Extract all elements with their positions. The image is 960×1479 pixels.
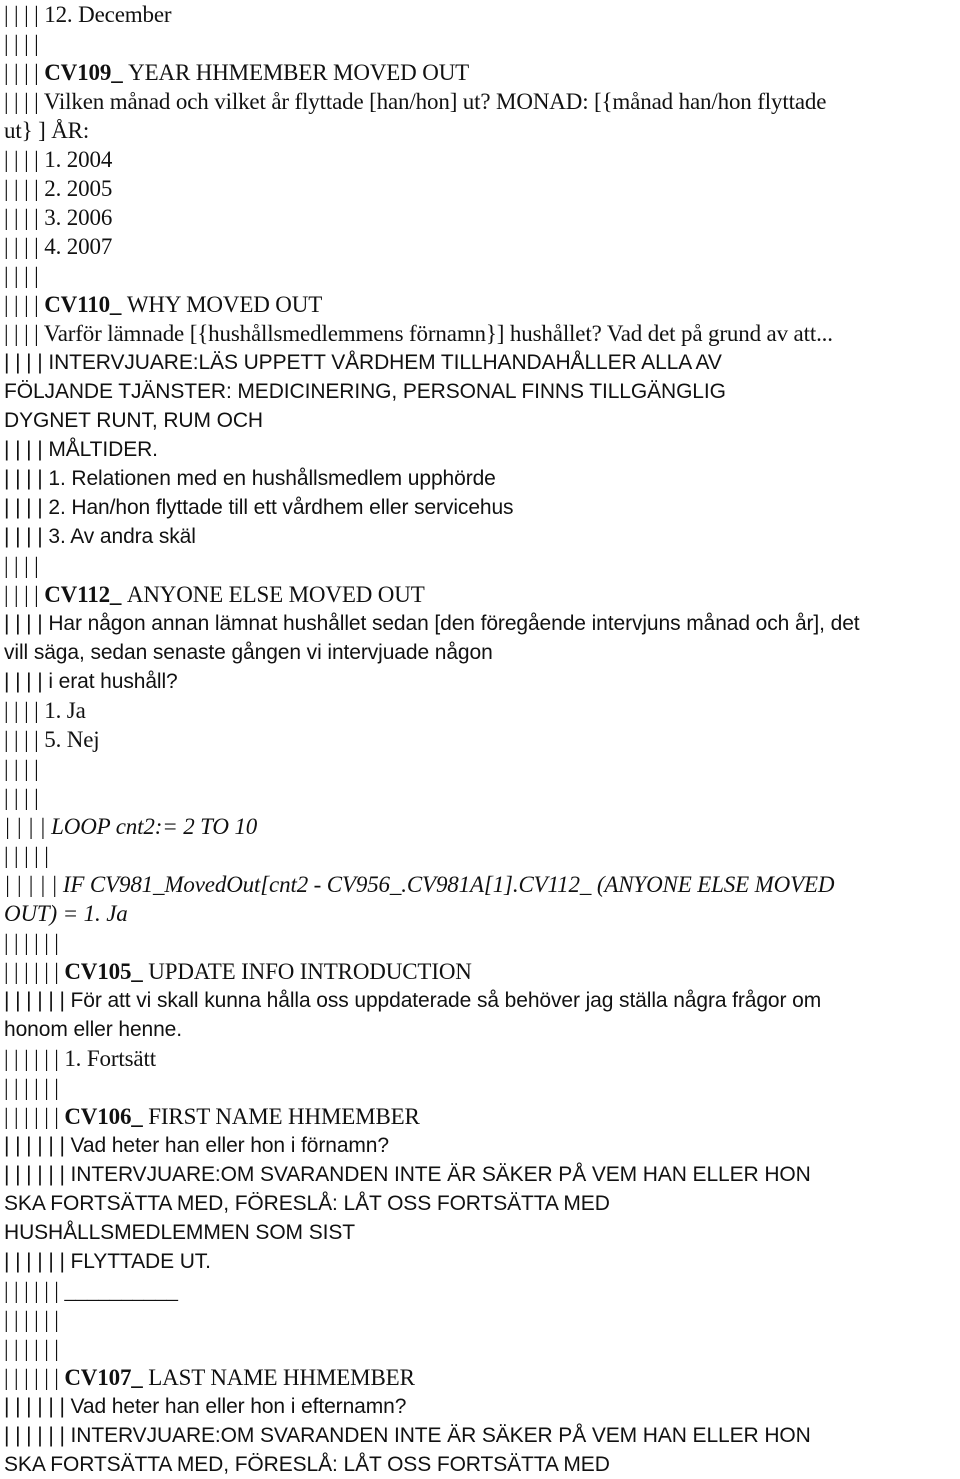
document-line: [4, 783, 956, 812]
line-text: __________: [64, 1278, 178, 1303]
indent-bars: | | | | | |: [4, 1336, 59, 1361]
line-text: 4. 2007: [44, 234, 113, 259]
line-text: Vilken månad och vilket år flyttade [han/hon] ut? MONAD: [{månad han/hon flyttade: [43, 89, 827, 114]
document-line: [4, 1450, 956, 1479]
question-code: CV112_: [44, 582, 127, 607]
document-line: [4, 290, 956, 319]
indent-bars: | | | |: [4, 351, 49, 374]
document-line: [4, 435, 956, 464]
document-line: [4, 1015, 956, 1044]
indent-bars: | | | | | |: [4, 1104, 65, 1129]
document-line: [4, 377, 956, 406]
line-text: Vad heter han eller hon i efternamn?: [70, 1395, 407, 1418]
question-code: CV106_: [64, 1104, 149, 1129]
line-text: i erat hushåll?: [48, 670, 178, 693]
line-text: FÖLJANDE TJÄNSTER: MEDICINERING, PERSONAL FINNS TILLGÄNGLIG: [4, 380, 726, 403]
document-line: [4, 1305, 956, 1334]
line-text: honom eller henne.: [4, 1018, 182, 1041]
document-line: [4, 1363, 956, 1392]
line-text: INTERVJUARE:LÄS UPPETT VÅRDHEM TILLHANDAHÅLLER ALLA AV: [48, 351, 722, 374]
indent-bars: | | | |: [4, 205, 45, 230]
document-line: [4, 406, 956, 435]
line-text: LOOP cnt2:= 2 TO 10: [51, 814, 258, 839]
question-code: CV105_: [64, 959, 149, 984]
indent-bars: | | | |: [4, 496, 49, 519]
indent-bars: | | | |: [4, 147, 45, 172]
line-text: FLYTTADE UT.: [70, 1250, 211, 1273]
document-line: [4, 1218, 956, 1247]
indent-bars: | | | |: [4, 321, 44, 346]
indent-bars: | | | |: [4, 582, 45, 607]
document-line: [4, 1044, 956, 1073]
document-line: [4, 1392, 956, 1421]
indent-bars: | | | | | |: [4, 1278, 65, 1303]
line-text: 1. Ja: [44, 698, 86, 723]
indent-bars: | | | |: [4, 612, 49, 635]
line-text: MÅLTIDER.: [48, 438, 158, 461]
document-line: [4, 754, 956, 783]
document-line: [4, 522, 956, 551]
document-line: [4, 928, 956, 957]
document-line: [4, 812, 956, 841]
document-line: [4, 174, 956, 203]
indent-bars: | | | | | |: [4, 959, 65, 984]
document-line: [4, 1189, 956, 1218]
document-line: [4, 203, 956, 232]
document-line: [4, 464, 956, 493]
indent-bars: | | | |: [4, 698, 45, 723]
indent-bars: | | | |: [4, 60, 45, 85]
indent-bars: | | | | |: [4, 843, 49, 868]
document-line: [4, 667, 956, 696]
document-line: [4, 348, 956, 377]
question-code: CV107_: [64, 1365, 149, 1390]
document-line: [4, 87, 956, 116]
indent-bars: | | | |: [4, 438, 49, 461]
indent-bars: | | | |: [4, 525, 49, 548]
line-text: 3. Av andra skäl: [48, 525, 196, 548]
question-title: UPDATE INFO INTRODUCTION: [148, 959, 472, 984]
indent-bars: | | | | | |: [4, 1046, 65, 1071]
question-title: LAST NAME HHMEMBER: [148, 1365, 415, 1390]
indent-bars: | | | | | |: [4, 1395, 71, 1418]
document-line: [4, 29, 956, 58]
line-text: SKA FORTSÄTTA MED, FÖRESLÅ: LÅT OSS FORTSÄTTA MED: [4, 1192, 610, 1215]
document-line: [4, 580, 956, 609]
document-line: [4, 725, 956, 754]
indent-bars: | | | |: [4, 670, 49, 693]
question-code: CV110_: [44, 292, 127, 317]
document-line: [4, 1276, 956, 1305]
question-title: YEAR HHMEMBER MOVED OUT: [128, 60, 470, 85]
document-line: [4, 1421, 956, 1450]
line-text: 2. Han/hon flyttade till ett vårdhem eller servicehus: [48, 496, 514, 519]
line-text: För att vi skall kunna hålla oss uppdaterade så behöver jag ställa några frågor om: [70, 989, 822, 1012]
indent-bars: | | | |: [4, 756, 39, 781]
indent-bars: | | | |: [4, 727, 45, 752]
line-text: DYGNET RUNT, RUM OCH: [4, 409, 263, 432]
indent-bars: | | | | | |: [4, 1134, 71, 1157]
document-line: [4, 116, 956, 145]
line-text: 1. 2004: [44, 147, 113, 172]
document-line: [4, 493, 956, 522]
document-line: [4, 551, 956, 580]
indent-bars: | | | | | |: [4, 1307, 59, 1332]
indent-bars: | | | |: [4, 2, 45, 27]
document-line: [4, 841, 956, 870]
line-text: IF CV981_MovedOut[cnt2 - CV956_.CV981A[1].CV112_ (ANYONE ELSE MOVED: [62, 872, 835, 897]
indent-bars: | | | |: [4, 176, 45, 201]
document-line: [4, 638, 956, 667]
document-line: [4, 261, 956, 290]
line-text: 3. 2006: [44, 205, 113, 230]
indent-bars: | | | | | |: [4, 930, 59, 955]
indent-bars: | | | |: [4, 31, 39, 56]
indent-bars: | | | |: [4, 292, 45, 317]
question-title: FIRST NAME HHMEMBER: [148, 1104, 420, 1129]
indent-bars: | | | | | |: [4, 1250, 71, 1273]
document-line: [4, 1334, 956, 1363]
document-line: [4, 1247, 956, 1276]
indent-bars: | | | | |: [4, 872, 63, 897]
line-text: vill säga, sedan senaste gången vi intervjuade någon: [4, 641, 493, 664]
line-text: INTERVJUARE:OM SVARANDEN INTE ÄR SÄKER PÅ VEM HAN ELLER HON: [70, 1163, 811, 1186]
line-text: 5. Nej: [44, 727, 100, 752]
indent-bars: | | | |: [4, 785, 39, 810]
line-text: 12. December: [44, 2, 172, 27]
line-text: Vad heter han eller hon i förnamn?: [70, 1134, 389, 1157]
indent-bars: | | | | | |: [4, 1365, 65, 1390]
document-line: [4, 319, 956, 348]
line-text: ut} ] ÅR:: [4, 118, 90, 143]
document-line: [4, 1131, 956, 1160]
document-line: [4, 609, 956, 638]
line-text: Har någon annan lämnat hushållet sedan [den föregående intervjuns månad och år], det: [48, 612, 860, 635]
line-text: INTERVJUARE:OM SVARANDEN INTE ÄR SÄKER PÅ VEM HAN ELLER HON: [70, 1424, 811, 1447]
indent-bars: | | | |: [4, 467, 49, 490]
line-text: Varför lämnade [{hushållsmedlemmens förnamn}] hushållet? Vad det på grund av att...: [43, 321, 833, 346]
question-title: ANYONE ELSE MOVED OUT: [126, 582, 425, 607]
indent-bars: | | | | | |: [4, 1163, 71, 1186]
line-text: OUT) = 1. Ja: [4, 901, 128, 926]
indent-bars: | | | |: [4, 234, 45, 259]
document-line: [4, 870, 956, 899]
question-code: CV109_: [44, 60, 129, 85]
indent-bars: | | | | | |: [4, 1424, 71, 1447]
document-line: [4, 232, 956, 261]
document-line: [4, 0, 956, 29]
document-line: [4, 899, 956, 928]
document-line: [4, 58, 956, 87]
document-line: [4, 1102, 956, 1131]
indent-bars: | | | |: [4, 263, 39, 288]
line-text: 1. Fortsätt: [64, 1046, 156, 1071]
indent-bars: | | | | | |: [4, 989, 71, 1012]
indent-bars: | | | |: [4, 553, 39, 578]
line-text: SKA FORTSÄTTA MED, FÖRESLÅ: LÅT OSS FORTSÄTTA MED: [4, 1453, 610, 1476]
line-text: 2. 2005: [44, 176, 113, 201]
question-title: WHY MOVED OUT: [126, 292, 323, 317]
indent-bars: | | | |: [4, 89, 44, 114]
line-text: HUSHÅLLSMEDLEMMEN SOM SIST: [4, 1221, 355, 1244]
line-text: 1. Relationen med en hushållsmedlem upphörde: [48, 467, 496, 490]
document-line: [4, 1160, 956, 1189]
document-line: [4, 957, 956, 986]
document-line: [4, 696, 956, 725]
document-line: [4, 145, 956, 174]
indent-bars: | | | | | |: [4, 1075, 59, 1100]
indent-bars: | | | |: [4, 814, 52, 839]
document-line: [4, 1073, 956, 1102]
document-line: [4, 986, 956, 1015]
